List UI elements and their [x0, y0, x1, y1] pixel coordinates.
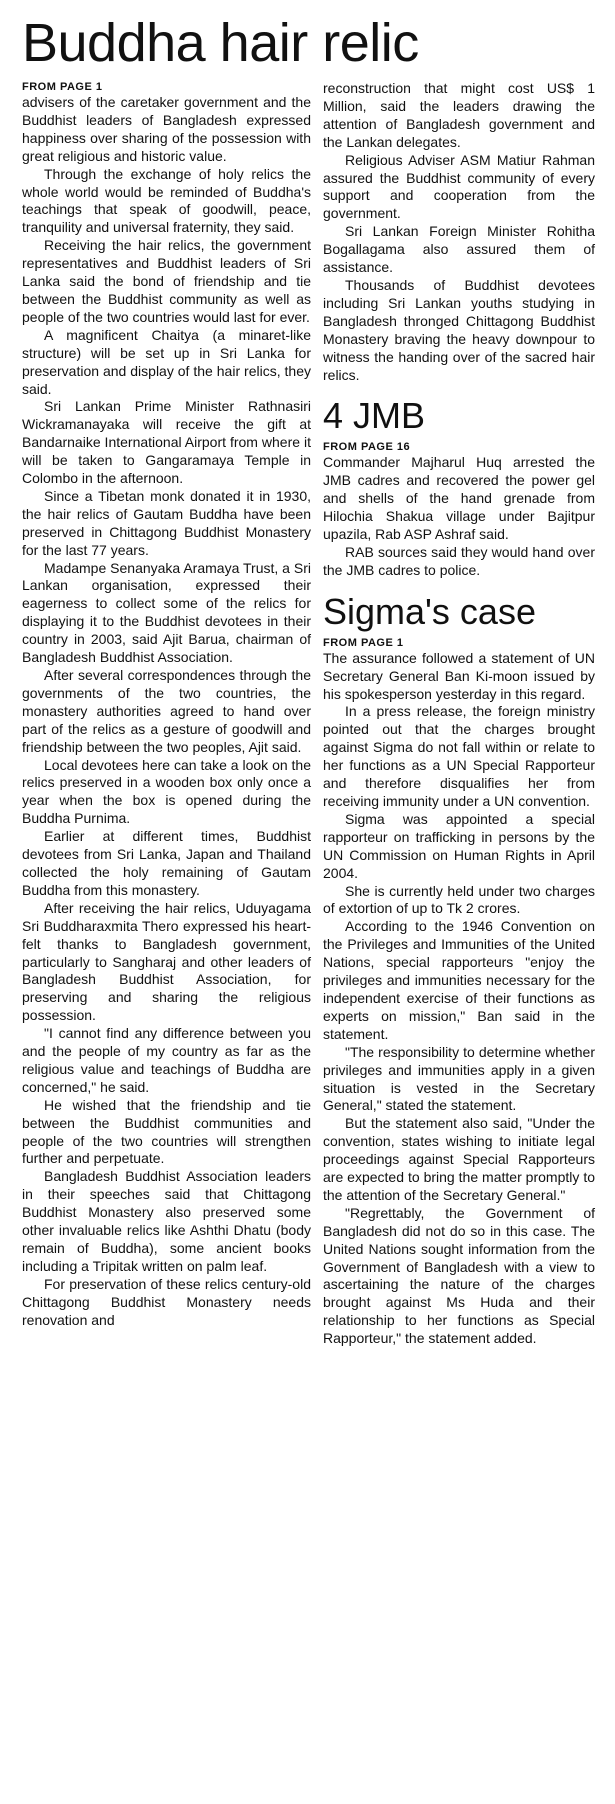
main-paragraph: advisers of the caretaker government and the Buddhist leaders of Bangladesh expressed happiness over sharing of the possession with great religious and historic value. — [22, 94, 311, 164]
main-paragraph: Local devotees here can take a look on the relics preserved in a wooden box only once a year when the box is opened during the Buddha Purnima. — [22, 756, 311, 827]
main-paragraph: Thousands of Buddhist devotees including Sri Lankan youths studying in Bangladesh thronged Chittagong Buddhist Monastery braving the heavy downpour to witness the handing over of the sacred hair relics. — [323, 276, 595, 383]
sigma-headline: Sigma's case — [323, 590, 536, 632]
sigma-paragraph: The assurance followed a statement of UN Secretary General Ban Ki-moon issued by his spokesperson yesterday in this regard. — [323, 649, 595, 702]
jmb-headline: 4 JMB — [323, 395, 426, 437]
main-paragraph: Through the exchange of holy relics the whole world would be reminded of Buddha's teachings that speak of goodwill, peace, tranquility and universal fraternity, they said. — [22, 165, 311, 236]
sigma-kicker: FROM PAGE 1 — [323, 636, 404, 649]
main-kicker: FROM PAGE 1 — [22, 81, 103, 93]
main-paragraph: He wished that the friendship and tie between the Buddhist communities and people of the two countries will strengthen further and perpetuate. — [22, 1096, 311, 1167]
sigma-paragraph: "Regrettably, the Government of Bangladesh did not do so in this case. The United Nations sought information from the Government of Bangladesh with a view to ascertaining the nature of the charges brought against Ms Huda and their relationship to her functions as Special Rapporteur," the statement added. — [323, 1204, 595, 1347]
jmb-paragraph: RAB sources said they would hand over the JMB cadres to police. — [323, 543, 595, 578]
main-paragraph: reconstruction that might cost US$ 1 Million, said the leaders drawing the attention of Bangladesh government and the Lankan delegates. — [323, 80, 595, 150]
main-paragraph: Earlier at different times, Buddhist devotees from Sri Lanka, Japan and Thailand collected the holy remaining of Gautam Buddha from this monastery. — [22, 828, 311, 898]
main-paragraph: Sri Lankan Prime Minister Rathnasiri Wickramanayaka will receive the gift at Bandarnaike International Airport from where it will be taken to Gangaramaya Temple in Colombo in the afternoon. — [22, 398, 311, 487]
jmb-kicker: FROM PAGE 16 — [323, 441, 411, 454]
main-headline: Buddha hair relic — [22, 13, 419, 73]
sigma-paragraph: But the statement also said, "Under the convention, states wishing to initiate legal proceedings against Special Rapporteurs are expected to bring the matter promptly to the attention of the Secretary General." — [323, 1115, 595, 1203]
sigma-paragraph: "The responsibility to determine whether privileges and immunities apply in a given situation is vested in the Secretary General," stated the statement. — [323, 1043, 595, 1114]
left-column — [14, 80, 311, 1348]
main-paragraph: Since a Tibetan monk donated it in 1930, the hair relics of Gautam Buddha have been preserved in Chittagong Buddhist Monastery for the last 77 years. — [22, 487, 311, 558]
right-column — [323, 80, 595, 1348]
jmb-paragraph: Commander Majharul Huq arrested the JMB cadres and recovered the power gel and shells of the hand grenade from Hilochia Shakua village under Bajitpur upazila, Rab ASP Ashraf said. — [323, 454, 595, 543]
main-paragraph: After receiving the hair relics, Uduyagama Sri Buddharaxmita Thero expressed his heart-felt thanks to Bangladesh government, particularly to Sangharaj and other leaders of Bangladesh Buddhist Association, for preserving and sharing the religious possession. — [22, 899, 311, 1024]
sigma-paragraph: In a press release, the foreign ministry pointed out that the charges brought against Sigma do not fall within or relate to her functions as a UN Special Rapporteur and therefore disqualifies her from receiving immunity under a UN convention. — [323, 703, 595, 809]
main-paragraph: Bangladesh Buddhist Association leaders in their speeches said that Chittagong Buddhist Monastery also preserved some other invaluable relics like Ashthi Dhatu (body remain of Buddha), some ancient books including a Tripitak written on palm leaf. — [22, 1168, 311, 1274]
main-paragraph: "I cannot find any difference between you and the people of my country as far as the religious value and teachings of Buddha are concerned," he said. — [22, 1025, 311, 1095]
main-paragraph: For preservation of these relics century-old Chittagong Buddhist Monastery needs renovation and — [22, 1275, 311, 1328]
main-paragraph: Sri Lankan Foreign Minister Rohitha Bogallagama also assured them of assistance. — [323, 223, 595, 276]
main-paragraph: Religious Adviser ASM Matiur Rahman assured the Buddhist community of every support and cooperation from the government. — [323, 151, 595, 222]
sigma-paragraph: Sigma was appointed a special rapporteur on trafficking in persons by the UN Commission on Human Rights in April 2004. — [323, 810, 595, 881]
main-paragraph: Madampe Senanyaka Aramaya Trust, a Sri Lankan organisation, expressed their eagerness to collect some of the relics for displaying it to the Buddhist devotees in their country in 2003, said Ajit Barua, chairman of Bangladesh Buddhist Association. — [22, 559, 311, 666]
article-columns — [14, 80, 601, 1348]
main-paragraph: After several correspondences through the governments of the two countries, the monastery authorities agreed to hand over part of the relics as a gesture of goodwill and friendship between the two peoples, Ajit said. — [22, 667, 311, 755]
main-paragraph: A magnificent Chaitya (a minaret-like structure) will be set up in Sri Lanka for preservation and display of the hair relics, they said. — [22, 326, 311, 397]
sigma-paragraph: According to the 1946 Convention on the Privileges and Immunities of the United Nations, special rapporteurs "enjoy the privileges and immunities necessary for the independent exercise of their functions as experts on mission," Ban said in the statement. — [323, 918, 595, 1042]
sigma-paragraph: She is currently held under two charges of extortion of up to Tk 2 crores. — [323, 882, 595, 917]
main-paragraph: Receiving the hair relics, the government representatives and Buddhist leaders of Sri Lanka said the bond of friendship and tie between the Buddhist community as well as people of the two countries would last for ever. — [22, 237, 311, 325]
